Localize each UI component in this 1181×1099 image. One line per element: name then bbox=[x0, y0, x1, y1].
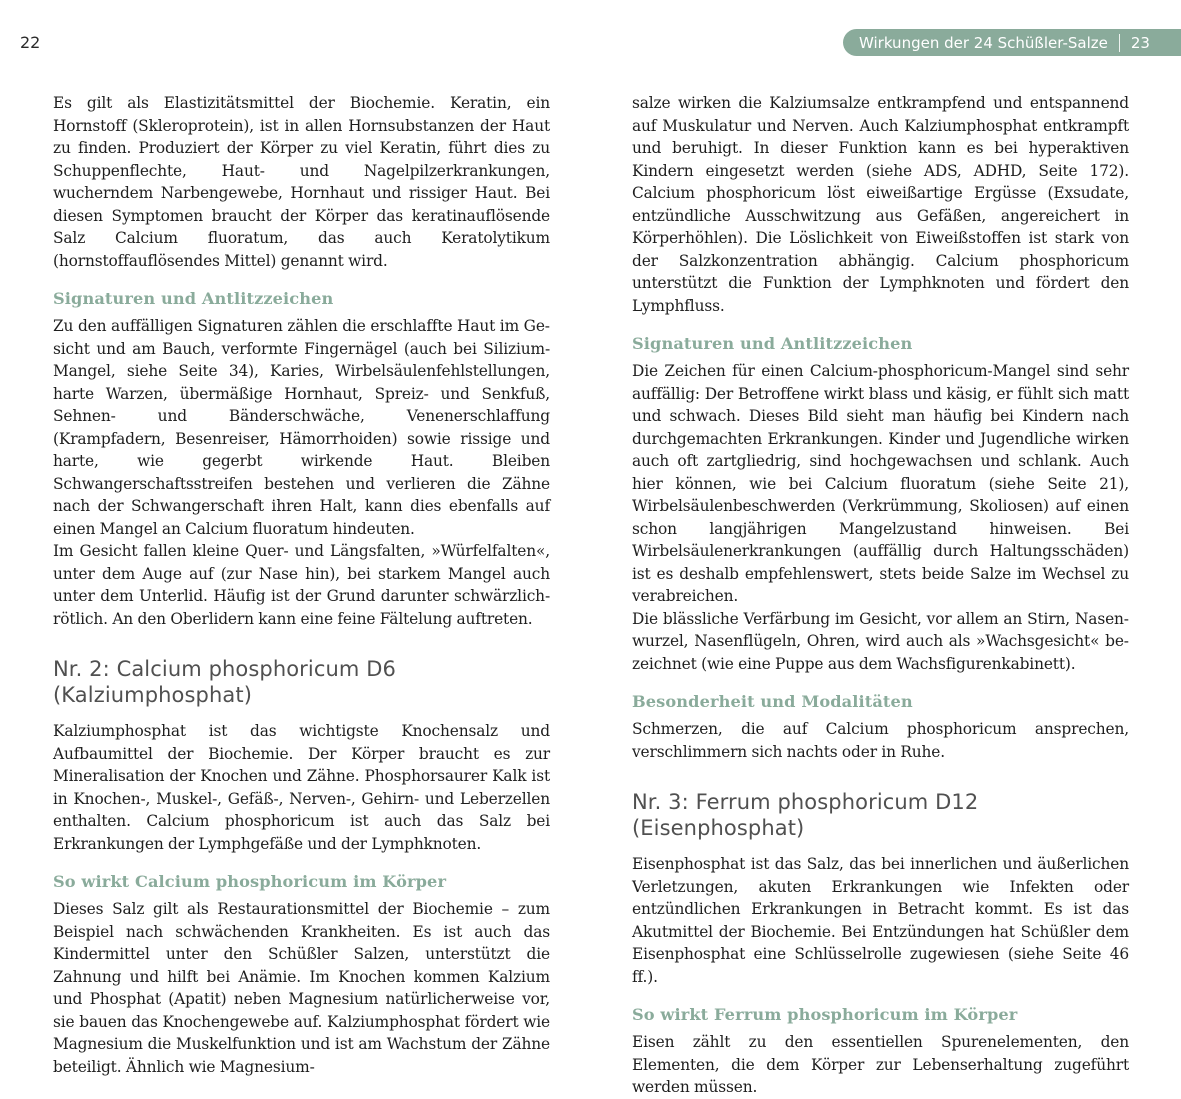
subheading: Signaturen und Antlitzzeichen bbox=[53, 289, 334, 308]
header-divider bbox=[1119, 34, 1120, 52]
section-heading-line: (Eisenphosphat) bbox=[632, 816, 805, 840]
paragraph: Eisen zählt zu den essentiellen Spurenelementen, den Elementen, die dem Körper zur Lebenserhaltung zugeführt werden müssen. bbox=[632, 1033, 1129, 1096]
paragraph: Die Zeichen für einen Calcium-phosphoricum-Mangel sind sehr auffällig: Der Betroffene wirkt blass und käsig, er fühlt sich matt und schwach. Dieses Bild sieht man häufig bei Kindern nach durchgemachten Erkrankungen. Kinder und Jugendliche wirken auch oft zartgliedrig, sind hochgewachsen und schlank. Auch hier können, wie bei Calcium fluoratum (siehe Seite 21), Wirbelsäulenbeschwerden (Verkrümmung, Skoliosen) auf einen schon langjährigen Mangelzustand hinweisen. Bei Wirbelsäulenerkrankungen (auffällig durch Haltungsschäden) ist es deshalb empfehlenswert, stets beide Salze im Wechsel zu verabreichen. bbox=[632, 362, 1129, 605]
paragraph: Es gilt als Elastizitätsmittel der Biochemie. Keratin, ein Hornstoff (Skleroprotein), ist in allen Hornsubstanzen der Haut zu finden. Produziert der Körper zu viel Keratin, führt dies zu Schuppenflechte, Haut- und Nagelpilzerkrankungen, wucherndem Narbengewebe, Hornhaut und rissiger Haut. Bei diesen Symptomen braucht der Körper das keratinauflösende Salz Calcium fluoratum, das auch Keratolytikum (hornstoffauflösendes Mittel) genannt wird. bbox=[53, 94, 550, 270]
section-heading-line: Nr. 2: Calcium phosphoricum D6 bbox=[53, 657, 396, 681]
paragraph: Kalziumphosphat ist das wichtigste Knochensalz und Aufbaumittel der Biochemie. Der Körper braucht es zur Mineralisation der Knochen und Zähne. Phosphorsaurer Kalk ist in Knochen-, Muskel-, Gefäß-, Nerven-, Gehirn- und Leberzellen enthalten. Calcium phosphoricum ist auch das Salz bei Erkrankungen der Lymphgefäße und der Lymphknoten. bbox=[53, 722, 550, 853]
page-number-left: 22 bbox=[20, 33, 41, 52]
subheading: Besonderheit und Modalitäten bbox=[632, 692, 913, 711]
paragraph: Zu den auffälligen Signaturen zählen die erschlaffte Haut im Gesicht und am Bauch, verformte Fingernägel (auch bei Silizium-Mangel, siehe Seite 34), Karies, Wirbelsäulenfehlstellungen, harte Warzen, übermäßige Hornhaut, Spreiz- und Senkfuß, Sehnen- und Bänderschwäche, Venenerschlaffung (Krampfadern, Besenreiser, Hämorrhoiden) sowie rissige und harte, wie gegerbt wirkende Haut. Bleiben Schwangerschaftsstreifen bestehen und verlieren die Zähne nach der Schwangerschaft ihren Halt, kann dies ebenfalls auf einen Mangel an Calcium fluoratum hindeuten. bbox=[53, 317, 550, 538]
page-number-right: 23 bbox=[1130, 33, 1150, 52]
section-heading bbox=[53, 656, 550, 708]
running-header bbox=[843, 29, 1181, 56]
section-heading-line: Nr. 3: Ferrum phosphoricum D12 bbox=[632, 790, 979, 814]
subheading: So wirkt Ferrum phosphoricum im Körper bbox=[632, 1005, 1018, 1024]
paragraph: Im Gesicht fallen kleine Quer- und Längsfalten, »Würfelfalten«, unter dem Auge auf (zur Nase hin), bei starkem Mangel auch unter dem Unterlid. Häufig ist der Grund darunter schwärzlich-rötlich. An den Oberlidern kann eine feine Fältelung auftreten. bbox=[53, 542, 550, 628]
right-column bbox=[632, 92, 1129, 1099]
subheading: Signaturen und Antlitzzeichen bbox=[632, 334, 913, 353]
subheading: So wirkt Calcium phosphoricum im Körper bbox=[53, 872, 447, 891]
paragraph: Eisenphosphat ist das Salz, das bei innerlichen und äußerlichen Verletzungen, akuten Erkrankungen wie Infekten oder entzündlichen Erkrankungen in Betracht kommt. Es ist das Akutmittel der Biochemie. Bei Entzündungen hat Schüßler dem Eisenphosphat eine Schlüsselrolle zugewiesen (siehe Seite 46 ff.). bbox=[632, 855, 1129, 986]
section-heading bbox=[632, 789, 1129, 841]
left-column bbox=[53, 92, 550, 1078]
paragraph: Dieses Salz gilt als Restaurationsmittel der Biochemie – zum Beispiel nach schwächenden Krankheiten. Es ist auch das Kindermittel unter den Schüßler Salzen, unterstützt die Zahnung und hilft bei Anämie. Im Knochen kommen Kalzium und Phosphat (Apatit) neben Magnesium natürlicherweise vor, sie bauen das Knochengewebe auf. Kalziumphosphat fördert wie Magnesium die Muskelfunktion und ist am Wachstum der Zähne beteiligt. Ähnlich wie Magnesium- bbox=[53, 900, 550, 1076]
paragraph: Die blässliche Verfärbung im Gesicht, vor allem an Stirn, Nasenwurzel, Nasenflügeln, Ohren, wird auch als »Wachsgesicht« bezeichnet (wie eine Puppe aus dem Wachsfigurenkabinett). bbox=[632, 609, 1129, 673]
paragraph: salze wirken die Kalziumsalze entkrampfend und entspannend auf Muskulatur und Nerven. Auch Kalziumphosphat entkrampft und beruhigt. In dieser Funktion kann es bei hyperaktiven Kindern eingesetzt werden (siehe ADS, ADHD, Seite 172). Calcium phosphoricum löst eiweißartige Ergüsse (Exsudate, entzündliche Ausschwitzung aus Gefäßen, angereichert in Körperhöhlen). Die Löslichkeit von Eiweißstoffen ist stark von der Salzkonzentration abhängig. Calcium phosphoricum unterstützt die Funktion der Lymphknoten und fördert den Lymphfluss. bbox=[632, 94, 1129, 315]
running-header-title: Wirkungen der 24 Schüßler-Salze bbox=[859, 33, 1108, 52]
paragraph: Schmerzen, die auf Calcium phosphoricum ansprechen, verschlimmern sich nachts oder in Ruhe. bbox=[632, 720, 1129, 761]
section-heading-line: (Kalziumphosphat) bbox=[53, 683, 252, 707]
